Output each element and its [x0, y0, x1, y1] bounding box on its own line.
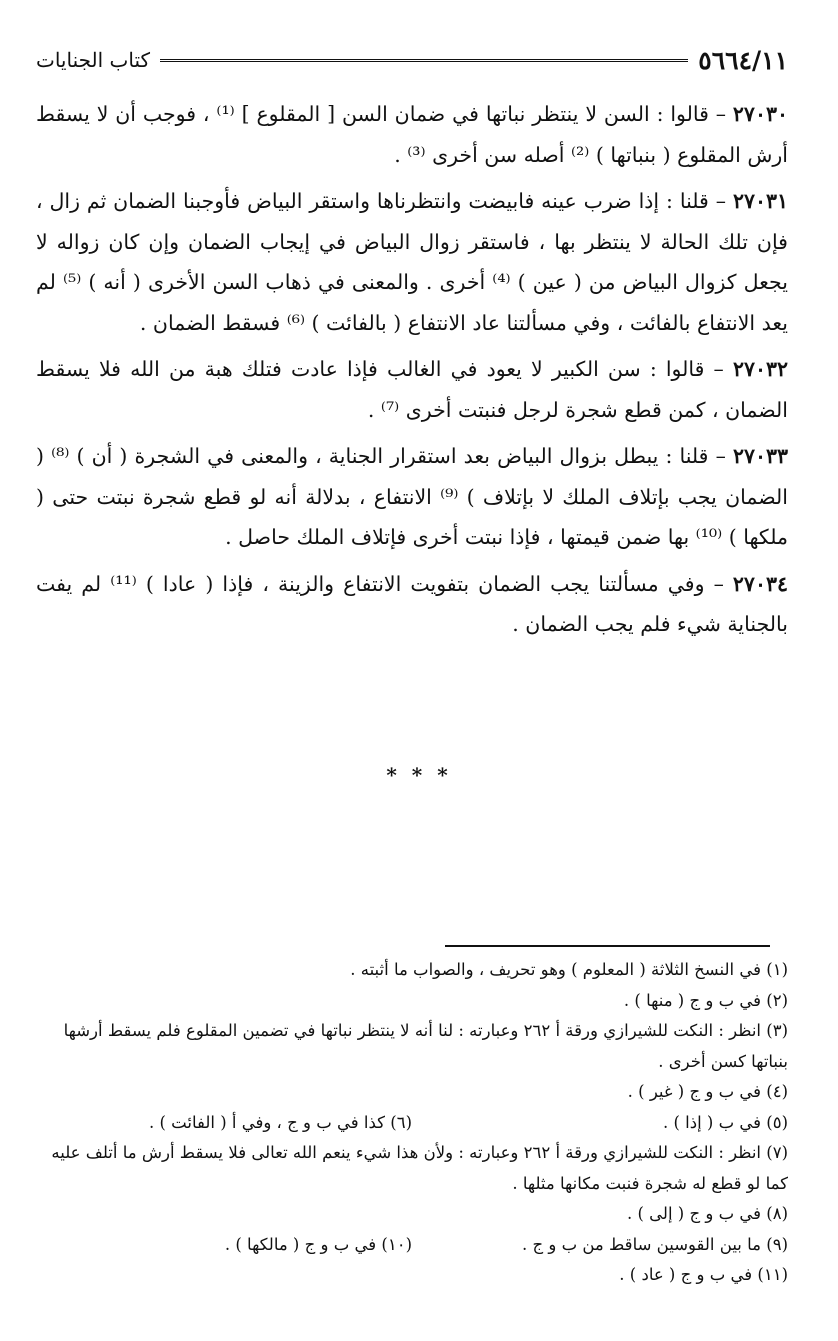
footnote-8: (٨) في ب و ج ( إلى ) .	[627, 1204, 788, 1223]
paragraph-number: ٢٧٠٣١	[732, 189, 788, 213]
footnotes	[36, 955, 788, 1291]
page-number: ٥٦٦٤/١١	[698, 45, 788, 75]
footnote-9: (٩) ما بين القوسين ساقط من ب و ج .	[522, 1234, 788, 1254]
paragraph-27033	[36, 436, 788, 558]
footnote-row	[36, 1199, 788, 1230]
footnote-rule	[445, 945, 770, 947]
footnote-row	[36, 1230, 788, 1261]
header-rule	[160, 59, 688, 62]
footnote-1: (١) في النسخ الثلاثة ( المعلوم ) وهو تحريف ، والصواب ما أثبته .	[350, 960, 788, 979]
footnote-4: (٤) في ب و ج ( غير ) .	[627, 1082, 788, 1101]
paragraph-text: – وفي مسألتنا يجب الضمان بتفويت الانتفاع والزينة ، فإذا ( عادا ) ⁽¹¹⁾ لم يفت بالجناية شيء فلم يجب الضمان .	[36, 571, 788, 636]
footnote-7: (٧) انظر : النكت للشيرازي ورقة أ ٢٦٢ وعبارته : ولأن هذا شيء ينعم الله تعالى فلا يسقط أرش ما أتلف عليه كما لو قطع له شجرة فنبت مكانها مثلها .	[51, 1143, 788, 1193]
paragraph-number: ٢٧٠٣٣	[732, 444, 788, 468]
footnote-row	[36, 1108, 788, 1139]
main-text	[36, 94, 788, 651]
paragraph-27030	[36, 94, 788, 175]
footnote-11: (١١) في ب و ج ( عاد ) .	[619, 1265, 788, 1284]
section-separator: * * *	[386, 763, 452, 787]
paragraph-text: – قالوا : سن الكبير لا يعود في الغالب فإذا عادت فتلك هبة من الله فلا يسقط الضمان ، كمن قطع شجرة لرجل فنبتت أخرى ⁽⁷⁾ .	[36, 357, 788, 422]
footnote-10: (١٠) في ب و ج ( مالكها ) .	[224, 1234, 412, 1254]
paragraph-27034	[36, 564, 788, 645]
paragraph-27032	[36, 349, 788, 430]
paragraph-27031	[36, 181, 788, 343]
footnote-3: (٣) انظر : النكت للشيرازي ورقة أ ٢٦٢ وعبارته : لنا أنه لا ينتظر نباتها في تضمين المقلوع فلم يسقط أرشها بنباتها كسن أخرى .	[63, 1021, 788, 1071]
page-header	[36, 40, 788, 80]
book-title: كتاب الجنايات	[36, 48, 151, 72]
paragraph-text: – قلنا : يبطل بزوال البياض بعد استقرار الجناية ، والمعنى في الشجرة ( أن ) ⁽⁸⁾ ( الضمان يجب بإتلاف الملك لا بإتلاف ) ⁽⁹⁾ الانتفاع ، بدلالة أنه لو قطع شجرة نبتت حتى ( ملكها ) ⁽¹⁰⁾ بها ضمن قيمتها ، فإذا نبتت أخرى فإتلاف الملك حاصل .	[36, 444, 789, 549]
footnote-row	[36, 1077, 788, 1108]
paragraph-text: – قالوا : السن لا ينتظر نباتها في ضمان السن [ المقلوع ] ⁽¹⁾ ، فوجب أن لا يسقط أرش المقلوع ( بنباتها ) ⁽²⁾ أصله سن أخرى ⁽³⁾ .	[36, 102, 788, 167]
footnote-6: (٦) كذا في ب و ج ، وفي أ ( الفائت ) .	[149, 1112, 412, 1132]
paragraph-number: ٢٧٠٣٤	[732, 571, 788, 596]
paragraph-number: ٢٧٠٣٠	[732, 102, 788, 126]
footnote-2: (٢) في ب و ج ( منها ) .	[623, 990, 788, 1010]
paragraph-number: ٢٧٠٣٢	[732, 357, 788, 381]
footnote-5: (٥) في ب ( إذا ) .	[662, 1112, 788, 1132]
paragraph-text: – قلنا : إذا ضرب عينه فابيضت وانتظرناها واستقر البياض فأوجبنا الضمان ثم زال ، فإن تلك الحالة لا ينتظر بها ، فاستقر زوال البياض في إيجاب الضمان وإن كان زواله لا يجعل كزوال البياض من ( عين ) ⁽⁴⁾ أخرى . والمعنى في ذهاب السن الأخرى ( أنه ) ⁽⁵⁾ لم يعد الانتفاع بالفائت ، وفي مسألتنا عاد الانتفاع ( بالفائت ) ⁽⁶⁾ فسقط الضمان .	[36, 189, 788, 335]
